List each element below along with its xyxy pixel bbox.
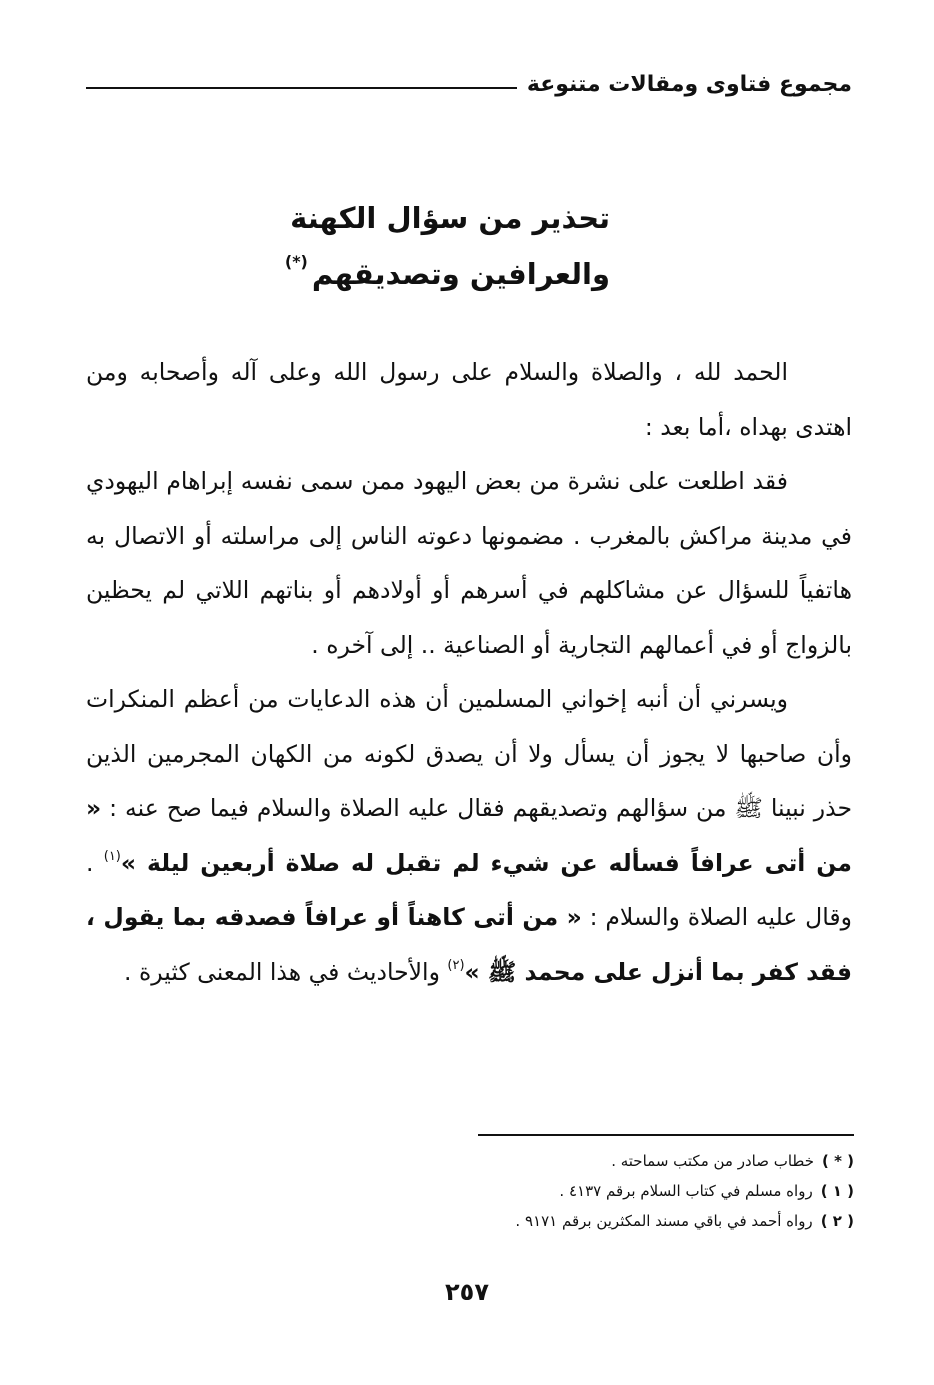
footnote-ref-1: (١): [103, 848, 121, 864]
paragraph-3-text-b: . وقال عليه الصلاة والسلام :: [86, 848, 852, 931]
title-line-1: تحذير من سؤال الكهنة: [290, 201, 610, 235]
footnotes: [400, 1146, 854, 1236]
book-title: مجموع فتاوى ومقالات متنوعة: [526, 71, 852, 97]
header-rule: [86, 87, 517, 89]
paragraph-3-text-c: والأحاديث في هذا المعنى كثيرة .: [124, 957, 448, 986]
paragraph-1: الحمد لله ، والصلاة والسلام على رسول الله وعلى آله وأصحابه ومن اهتدى بهداه ،أما بعد :: [86, 358, 852, 441]
footnote-text: خطاب صادر من مكتب سماحته .: [611, 1152, 814, 1170]
footnote-mark: ( ١ ): [820, 1182, 854, 1200]
footnote-item: [400, 1146, 854, 1176]
footnote-ref-2: (٢): [447, 957, 465, 973]
footnote-mark: ( ٢ ): [820, 1212, 854, 1230]
title-line-2-text: والعرافين وتصديقهم: [311, 257, 610, 291]
footnote-text: رواه أحمد في باقي مسند المكثرين برقم ٩١٧١ .: [515, 1212, 813, 1230]
article-title: [270, 190, 610, 302]
hadith-quote-2: « من أتى كاهناً أو عرافاً فصدقه بما يقول ، فقد كفر بما أنزل على محمد ﷺ »: [86, 903, 852, 986]
title-note-mark: (*): [284, 252, 308, 271]
footnote-mark: ( * ): [822, 1152, 854, 1170]
footnote-item: [400, 1176, 854, 1206]
paragraph-3: [86, 672, 852, 999]
paragraph-2: فقد اطلعت على نشرة من بعض اليهود ممن سمى نفسه إبراهام اليهودي في مدينة مراكش بالمغرب . مضمونها دعوته الناس إلى مراسلته أو الاتصال به هاتفياً للسؤال عن مشاكلهم في أسرهم أو أولادهم أو بناتهم اللاتي لم يحظين بالزواج أو في أعمالهم التجارية أو الصناعية .. إلى آخره .: [86, 467, 852, 659]
footnote-item: [400, 1206, 854, 1236]
body-text: [86, 345, 852, 999]
footnote-separator: [478, 1134, 854, 1136]
hadith-quote-1: « من أتى عرافاً فسأله عن شيء لم تقبل له صلاة أربعين ليلة »: [86, 794, 852, 877]
title-line-2: [270, 246, 610, 302]
page-number: ٢٥٧: [445, 1278, 489, 1306]
footnote-text: رواه مسلم في كتاب السلام برقم ٤١٣٧ .: [559, 1182, 813, 1200]
paragraph-3-text-a: ويسرني أن أنبه إخواني المسلمين أن هذه الدعايات من أعظم المنكرات وأن صاحبها لا يجوز أن يسأل ولا أن يصدق لكونه من الكهان المجرمين الذين حذر نبينا ﷺ من سؤالهم وتصديقهم فقال عليه الصلاة والسلام فيما صح عنه :: [86, 685, 852, 822]
running-header: [86, 64, 852, 104]
